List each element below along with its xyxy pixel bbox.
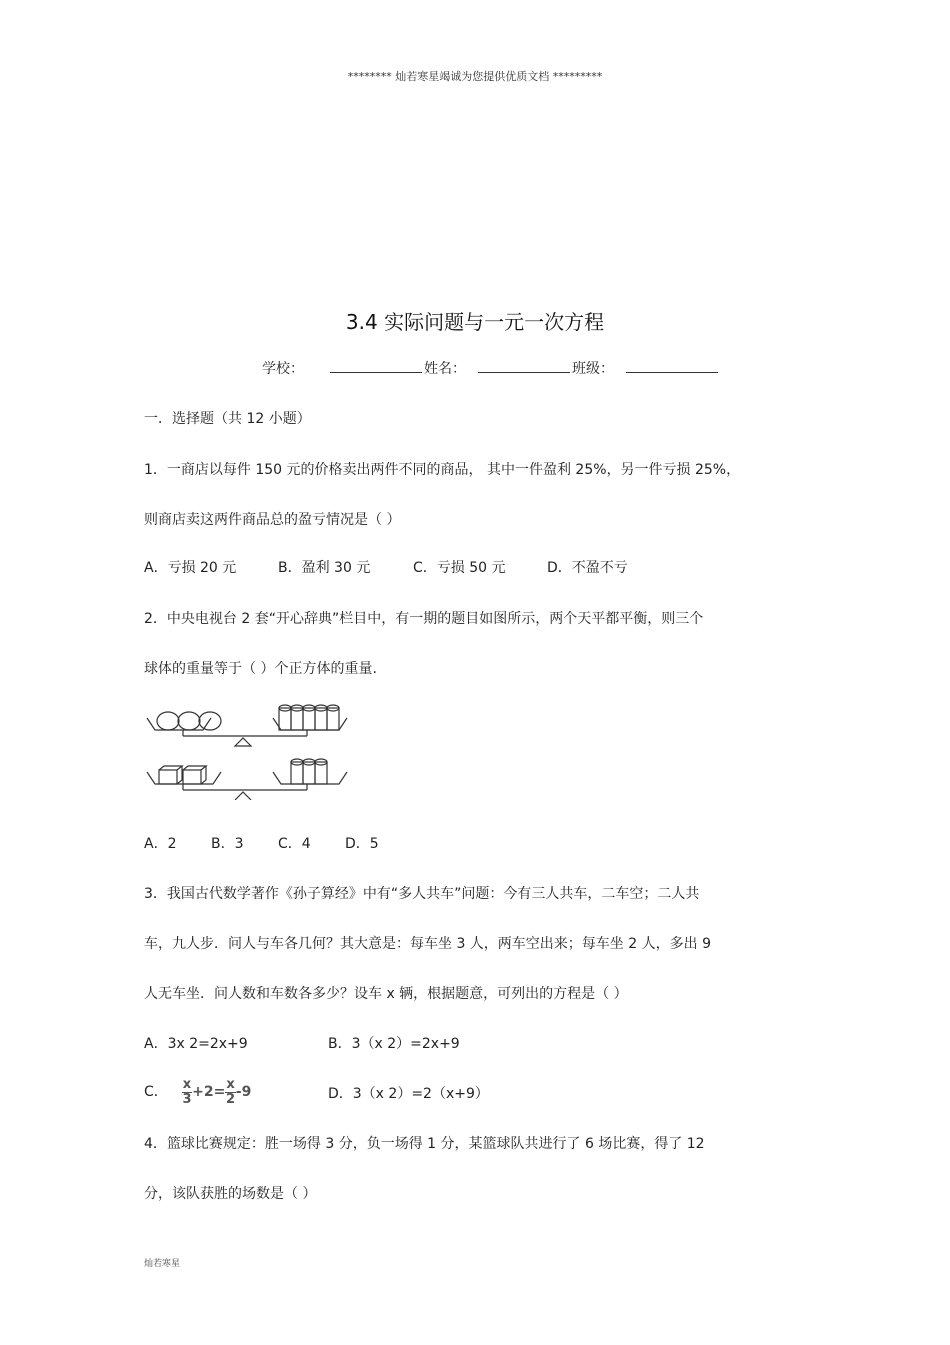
- q1-option-c: C．亏损 50 元: [413, 560, 506, 576]
- class-label: 班级：: [572, 361, 614, 377]
- cylinders-bottom: [291, 759, 327, 784]
- page-header: ******** 灿若寒星竭诚为您提供优质文档 *********: [347, 70, 603, 83]
- q3-line3: 人无车坐．问人数和车数各多少？设车 x 辆，根据题意，可列出的方程是（ ）: [144, 986, 628, 1002]
- q2-option-b: B．3: [211, 836, 244, 852]
- bottom-balance: [147, 759, 347, 800]
- q2-option-a: A．2: [144, 836, 177, 852]
- sphere-3: [199, 712, 221, 730]
- q3-option-c-tail: -9: [235, 1084, 252, 1100]
- q2-option-c: C．4: [278, 836, 311, 852]
- top-balance: [147, 705, 347, 746]
- fraction-x-over-3: $\frac{x}{3}$: [182, 1076, 192, 1107]
- q3-line1: 3．我国古代数学著作《孙子算经》中有“多人共车”问题：今有三人共车，二车空；二人共: [144, 886, 700, 902]
- q3-option-b: B．3（x 2）=2x+9: [328, 1036, 460, 1052]
- q2-line1: 2．中央电视台 2 套“开心辞典”栏目中，有一期的题目如图所示，两个天平都平衡，则三个: [144, 611, 704, 627]
- q3-option-c-label: C．: [144, 1084, 168, 1100]
- fraction-x-over-2: $\frac{x}{2}$: [226, 1076, 236, 1107]
- q1-line2: 则商店卖这两件商品总的盈亏情况是（ ）: [144, 512, 401, 528]
- q3-line2: 车，九人步．问人与车各几何？其大意是：每车坐 3 人，两车空出来；每车坐 2 人，多出 9: [144, 936, 711, 952]
- q3-option-c-mid: +2=: [192, 1084, 226, 1100]
- school-label: 学校：: [262, 361, 304, 377]
- page-title: 3.4 实际问题与一元一次方程: [345, 310, 605, 334]
- q3-option-d: D．3（x 2）=2（x+9）: [328, 1086, 489, 1102]
- section-heading: 一．选择题（共 12 小题）: [144, 411, 311, 427]
- q3-option-a: A．3x 2=2x+9: [144, 1036, 248, 1052]
- q3-option-c: [144, 1072, 251, 1112]
- sphere-1: [157, 712, 179, 730]
- cubes: [159, 766, 206, 784]
- school-blank: [330, 360, 422, 373]
- q2-option-d: D．5: [345, 836, 379, 852]
- balance-scales-figure: [143, 700, 355, 800]
- page-footer: 灿若寒星: [144, 1259, 181, 1269]
- cylinders-top: [279, 705, 339, 730]
- sphere-2: [178, 712, 200, 730]
- name-label: 姓名：: [424, 361, 466, 377]
- q4-line2: 分，该队获胜的场数是（ ）: [144, 1186, 317, 1202]
- q1-line1: 1．一商店以每件 150 元的价格卖出两件不同的商品， 其中一件盈利 25%，另一件亏损 25%，: [144, 462, 741, 478]
- q4-line1: 4．篮球比赛规定：胜一场得 3 分，负一场得 1 分，某篮球队共进行了 6 场比赛，得了 12: [144, 1136, 705, 1152]
- class-blank: [626, 360, 718, 373]
- q1-option-d: D．不盈不亏: [547, 560, 628, 576]
- name-blank: [478, 360, 570, 373]
- q2-line2: 球体的重量等于（ ）个正方体的重量.: [144, 661, 377, 677]
- q1-option-a: A．亏损 20 元: [144, 560, 237, 576]
- student-info: [262, 358, 720, 378]
- q1-option-b: B．盈利 30 元: [278, 560, 371, 576]
